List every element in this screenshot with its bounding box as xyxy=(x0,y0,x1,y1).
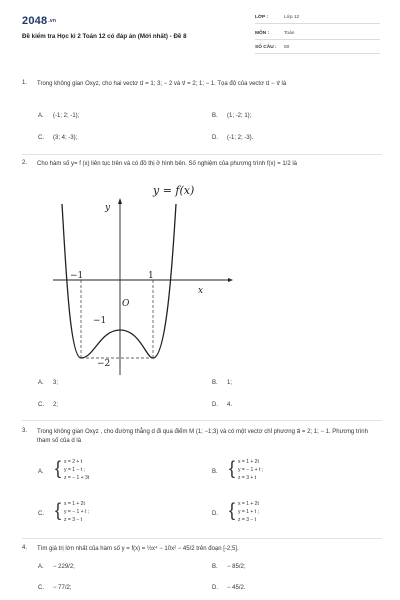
option-c[interactable] xyxy=(38,585,72,591)
y-axis-label: y xyxy=(105,203,111,213)
option-text: 3; xyxy=(53,380,59,386)
graph-svg xyxy=(48,180,233,380)
y-axis-arrow xyxy=(118,198,122,204)
question-divider xyxy=(22,538,382,539)
question-text: Trong không gian Oxyz , cho đường thẳng d đi qua điểm M (1; −1;3) và có một vectơ chỉ phương a⃗ = 2; 1; − 1. Phương trình tham số của d là xyxy=(37,429,368,444)
option-label: D. xyxy=(212,511,218,517)
question-divider xyxy=(22,154,382,155)
question-4 xyxy=(22,545,382,597)
origin-label: O xyxy=(122,299,130,309)
equation-x: x = 1 + 2t xyxy=(238,459,259,465)
option-label: C. xyxy=(38,135,44,141)
option-text: (-1; 2; -3). xyxy=(227,135,254,141)
question-number: 2. xyxy=(22,160,28,166)
equation-x: x = 1 + 2t xyxy=(238,501,259,507)
option-text: (-1; 2; -1); xyxy=(53,113,80,119)
question-number: 4. xyxy=(22,545,28,551)
option-label: A. xyxy=(38,469,44,475)
option-text: 4. xyxy=(227,402,233,408)
question-number: 3. xyxy=(22,428,28,434)
function-curve xyxy=(62,204,176,358)
option-label: A. xyxy=(38,564,44,570)
brace-symbol: { xyxy=(229,500,236,520)
option-b[interactable] xyxy=(212,469,227,475)
option-label: A. xyxy=(38,380,44,386)
graph-title: y = f(x) xyxy=(153,184,195,197)
option-text: 2; xyxy=(53,402,59,408)
document-title: Đề kiểm tra Học kì 2 Toán 12 có đáp án (Mới nhất) - Đề 8 xyxy=(22,33,187,40)
question-text: Tìm giá trị lớn nhất của hàm số y = f(x) = ½x⁴ − 10x² − 45/2 trên đoạn [-2;5]. xyxy=(37,546,239,552)
option-text: − 77/2; xyxy=(53,585,72,591)
option-c-system xyxy=(64,500,89,524)
option-b-system xyxy=(238,458,263,482)
option-b[interactable] xyxy=(212,113,251,119)
question-1 xyxy=(22,80,382,150)
option-label: D. xyxy=(212,135,218,141)
option-a[interactable] xyxy=(38,113,79,119)
tick-x-neg-1: −1 xyxy=(70,271,84,281)
meta-count-key: SỐ CÂU : xyxy=(255,45,277,50)
option-d[interactable] xyxy=(212,585,246,591)
option-c[interactable] xyxy=(38,511,53,517)
option-a[interactable] xyxy=(38,564,75,570)
equation-z: z = 3 − t xyxy=(64,517,83,523)
option-c[interactable] xyxy=(38,402,58,408)
option-d-system xyxy=(238,500,259,524)
option-text: 1; xyxy=(227,380,233,386)
tick-y-neg-2: −2 xyxy=(97,359,111,369)
option-label: D. xyxy=(212,585,218,591)
option-text: − 85/2; xyxy=(227,564,246,570)
equation-x: x = 1 + 2t xyxy=(64,501,85,507)
option-label: C. xyxy=(38,402,44,408)
option-text: (1; -2; 1); xyxy=(227,113,252,119)
option-label: C. xyxy=(38,585,44,591)
option-label: A. xyxy=(38,113,44,119)
equation-z: z = 3 − t xyxy=(238,517,257,523)
brace-symbol: { xyxy=(229,458,236,478)
option-text: − 45/2. xyxy=(227,585,246,591)
option-text: − 229/2; xyxy=(53,564,75,570)
option-label: B. xyxy=(212,113,218,119)
brace-symbol: { xyxy=(55,500,62,520)
equation-y: y = − 1 + t ; xyxy=(238,467,264,473)
option-text: (3; 4; -3); xyxy=(53,135,78,141)
question-text: Cho hàm số y= f (x) liên tục trên và có đồ thị ở hình bên. Số nghiệm của phương trình f(x) = 1/2 là xyxy=(37,161,298,167)
equation-y: y = 1 + t ; xyxy=(238,509,259,515)
meta-subject-row xyxy=(255,29,380,40)
option-b[interactable] xyxy=(212,380,232,386)
meta-subject-value: Toán xyxy=(284,31,295,36)
meta-count-row xyxy=(255,43,380,54)
brace-symbol: { xyxy=(55,458,62,478)
option-c[interactable] xyxy=(38,135,77,141)
question-number: 1. xyxy=(22,80,28,86)
logo-text: 2048 xyxy=(22,15,48,27)
equation-z: z = − 1 + 3t xyxy=(64,475,90,481)
x-axis-label: x xyxy=(198,286,204,296)
option-label: B. xyxy=(212,564,218,570)
equation-z: z = 3 + t xyxy=(238,475,257,481)
option-d[interactable] xyxy=(212,135,253,141)
site-logo[interactable] xyxy=(22,15,56,27)
option-a[interactable] xyxy=(38,469,53,475)
option-d[interactable] xyxy=(212,511,227,517)
question-3 xyxy=(22,428,382,538)
option-label: C. xyxy=(38,511,44,517)
question-divider xyxy=(22,420,382,421)
tick-y-neg-1: −1 xyxy=(93,316,107,326)
equation-x: x = 2 + t xyxy=(64,459,83,465)
meta-class-value: Lớp 12 xyxy=(284,15,300,20)
meta-count-value: 50 xyxy=(284,45,290,50)
function-graph xyxy=(48,180,233,380)
meta-subject-key: MÔN : xyxy=(255,31,270,36)
document-header xyxy=(0,0,400,62)
question-text: Trong không gian Oxyz, cho hai vectơ u⃗ = 1; 3; − 2 và v⃗ = 2; 1; − 1. Tọa độ của vectơ u⃗ − v⃗ là xyxy=(37,81,287,87)
option-d[interactable] xyxy=(212,402,232,408)
option-label: B. xyxy=(212,380,218,386)
option-label: D. xyxy=(212,402,218,408)
option-a-system xyxy=(64,458,89,482)
option-b[interactable] xyxy=(212,564,246,570)
meta-class-row xyxy=(255,13,380,24)
tick-x-pos-1: 1 xyxy=(148,271,154,281)
equation-y: y = 1 − t ; xyxy=(64,467,85,473)
equation-y: y = − 1 + t ; xyxy=(64,509,90,515)
x-axis-arrow xyxy=(228,278,233,282)
option-label: B. xyxy=(212,469,218,475)
option-a[interactable] xyxy=(38,380,58,386)
logo-suffix: .vn xyxy=(48,18,57,25)
meta-class-key: LỚP : xyxy=(255,15,269,20)
